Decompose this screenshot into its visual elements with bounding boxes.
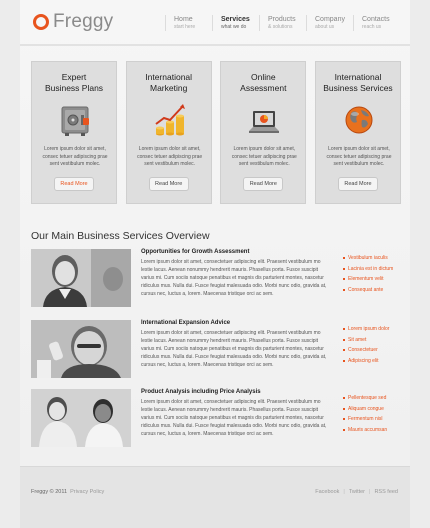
- link-label: Lorem ipsum dolor: [348, 326, 390, 332]
- overview-text: Lorem ipsum dolor sit amet, consectetuer adipiscing elit. Praesent vestibulum mo lestie lacus. Aenean nonummy hendrerit mauris. Phasellus porta. Fusce suscipit varius mi. Cum sociis natoque penatibus et magnis dis parturient montes, nascetur ridiculus mus. Nulla dui. Fusce feugiat malesuada odio. Morbi nunc odio, gravida at, cursus nec, luctus a, lorem. Maecenas tristique orci ac sem.: [141, 399, 327, 437]
- logo[interactable]: [33, 11, 113, 33]
- footer-copyright: [31, 489, 104, 495]
- service-title: [221, 72, 305, 94]
- bullet-icon: [343, 397, 345, 399]
- service-description: Lorem ipsum dolor sit amet, consec tetuer adipiscing prae sent vestibulum molec.: [326, 146, 392, 167]
- overview-item: [31, 249, 401, 309]
- nav-company[interactable]: [306, 15, 353, 31]
- overview-link[interactable]: [343, 335, 401, 346]
- footer-links: [315, 489, 398, 495]
- overview-title[interactable]: International Expansion Advice: [141, 320, 231, 326]
- nav-products[interactable]: [259, 15, 306, 31]
- service-box: [31, 61, 117, 204]
- service-title-line: Assessment: [240, 83, 287, 93]
- bullet-icon: [343, 257, 345, 259]
- nav-sublabel: what we do: [221, 24, 247, 30]
- business-team-photo[interactable]: [31, 389, 131, 447]
- service-title: [127, 72, 211, 94]
- main-nav: [165, 15, 400, 31]
- service-title-line: International: [334, 72, 382, 82]
- overview-link[interactable]: [343, 356, 401, 367]
- link-label: Lacinia est in dictum: [348, 265, 394, 272]
- nav-sublabel: & solutions: [268, 24, 293, 30]
- overview-link[interactable]: [343, 414, 401, 425]
- nav-label: Products: [268, 16, 296, 23]
- link-label: Consectetuer: [348, 347, 378, 353]
- service-description: Lorem ipsum dolor sit amet, consec tetuer adipiscing prae sent vestibulum molec.: [231, 146, 297, 167]
- service-title-line: Expert: [61, 72, 87, 82]
- overview-link[interactable]: [343, 274, 401, 285]
- read-more-button[interactable]: Read More: [54, 177, 94, 191]
- read-more-button[interactable]: Read More: [338, 177, 378, 191]
- bullet-icon: [343, 408, 345, 410]
- service-title-line: Online: [251, 72, 276, 82]
- overview-link[interactable]: [343, 253, 401, 264]
- logo-text: Freggy: [53, 11, 114, 32]
- bullet-icon: [343, 360, 345, 362]
- nav-label: Company: [315, 16, 345, 23]
- bullet-icon: [343, 429, 345, 431]
- section-title: Our Main Business Services Overview: [31, 230, 210, 242]
- page: [20, 0, 410, 528]
- footer: [20, 466, 410, 528]
- laptop-icon: [248, 102, 280, 138]
- growth-chart-icon: [154, 102, 186, 138]
- privacy-policy-link[interactable]: Privacy Policy: [70, 489, 105, 495]
- overview-link[interactable]: [343, 285, 401, 296]
- nav-sublabel: reach us: [362, 24, 382, 30]
- link-label: Mauris accumsan: [348, 426, 388, 433]
- nav-home[interactable]: [165, 15, 212, 31]
- overview-links: [343, 253, 401, 295]
- overview-link[interactable]: [343, 404, 401, 415]
- service-boxes: [31, 61, 401, 204]
- separator: |: [343, 489, 345, 495]
- bullet-icon: [343, 289, 345, 291]
- nav-services[interactable]: [212, 15, 259, 31]
- service-title: [32, 72, 116, 94]
- facebook-link[interactable]: Facebook: [315, 489, 340, 495]
- globe-icon: [343, 102, 375, 138]
- header: [20, 0, 410, 46]
- link-label: Vestibulum iaculis: [348, 255, 388, 261]
- read-more-button[interactable]: Read More: [243, 177, 283, 191]
- overview-item: [31, 320, 401, 380]
- nav-sublabel: about us: [315, 24, 335, 30]
- overview-link[interactable]: [343, 264, 401, 275]
- overview-title[interactable]: Opportunities for Growth Assessment: [141, 249, 250, 255]
- service-box: [126, 61, 212, 204]
- bullet-icon: [343, 268, 345, 270]
- logo-ring-icon: [33, 14, 49, 30]
- rss-feed-link[interactable]: RSS feed: [374, 489, 398, 495]
- link-label: Fermentum nisl: [348, 416, 383, 422]
- link-label: Elementum velit: [348, 276, 384, 282]
- link-label: Aliquam congue: [348, 405, 384, 412]
- service-title-line: International: [145, 72, 193, 82]
- bullet-icon: [343, 349, 345, 351]
- nav-contacts[interactable]: [353, 15, 400, 31]
- separator: |: [369, 489, 371, 495]
- overview-item: [31, 389, 401, 449]
- overview-link[interactable]: [343, 345, 401, 356]
- twitter-link[interactable]: Twitter: [348, 489, 366, 495]
- overview-text: Lorem ipsum dolor sit amet, consectetuer adipiscing elit. Praesent vestibulum mo lestie lacus. Aenean nonummy hendrerit mauris. Phasellus porta. Fusce suscipit varius mi. Cum sociis natoque penatibus et magnis dis parturient montes, nascetur ridiculus mus. Nulla dui. Fusce feugiat malesuada odio. Morbi nunc odio, gravida at, cursus nec, luctus a, lorem. Maecenas tristique orci ac sem.: [141, 330, 327, 368]
- service-description: Lorem ipsum dolor sit amet, consec tetuer adipiscing prae sent vestibulum molec.: [137, 146, 203, 167]
- link-label: Adipiscing elit: [348, 357, 379, 364]
- businesswoman-photo[interactable]: [31, 249, 131, 307]
- service-description: Lorem ipsum dolor sit amet, consec tetuer adipiscing prae sent vestibulum molec.: [42, 146, 108, 167]
- nav-sublabel: start here: [174, 24, 196, 30]
- service-box: [220, 61, 306, 204]
- nav-label: Contacts: [362, 16, 390, 23]
- service-title: [316, 72, 400, 94]
- overview-link[interactable]: [343, 393, 401, 404]
- read-more-button[interactable]: Read More: [149, 177, 189, 191]
- link-label: Consequat ante: [348, 286, 384, 293]
- bullet-icon: [343, 418, 345, 420]
- service-title-line: Business Services: [323, 83, 393, 93]
- bullet-icon: [343, 328, 345, 330]
- overview-title[interactable]: Product Analysis including Price Analysis: [141, 389, 261, 395]
- service-title-line: Business Plans: [44, 83, 104, 93]
- nav-label: Services: [221, 16, 250, 23]
- bullet-icon: [343, 278, 345, 280]
- link-label: Sit amet: [348, 336, 367, 343]
- service-title-line: Marketing: [149, 83, 188, 93]
- safe-icon: [59, 102, 91, 138]
- overview-links: [343, 324, 401, 366]
- overview-links: [343, 393, 401, 435]
- service-box: [315, 61, 401, 204]
- copyright-text: Freggy © 2011: [31, 489, 68, 495]
- nav-label: Home: [174, 16, 193, 23]
- overview-link[interactable]: [343, 324, 401, 335]
- businessman-phone-photo[interactable]: [31, 320, 131, 378]
- overview-text: Lorem ipsum dolor sit amet, consectetuer adipiscing elit. Praesent vestibulum mo lestie lacus. Aenean nonummy hendrerit mauris. Phasellus porta. Fusce suscipit varius mi. Cum sociis natoque penatibus et magnis dis parturient montes, nascetur ridiculus mus. Nulla dui. Fusce feugiat malesuada odio. Morbi nunc odio, gravida at, cursus nec, luctus a, lorem. Maecenas tristique orci ac sem.: [141, 259, 327, 297]
- overview-link[interactable]: [343, 425, 401, 436]
- bullet-icon: [343, 339, 345, 341]
- link-label: Pellentesque sed: [348, 395, 387, 401]
